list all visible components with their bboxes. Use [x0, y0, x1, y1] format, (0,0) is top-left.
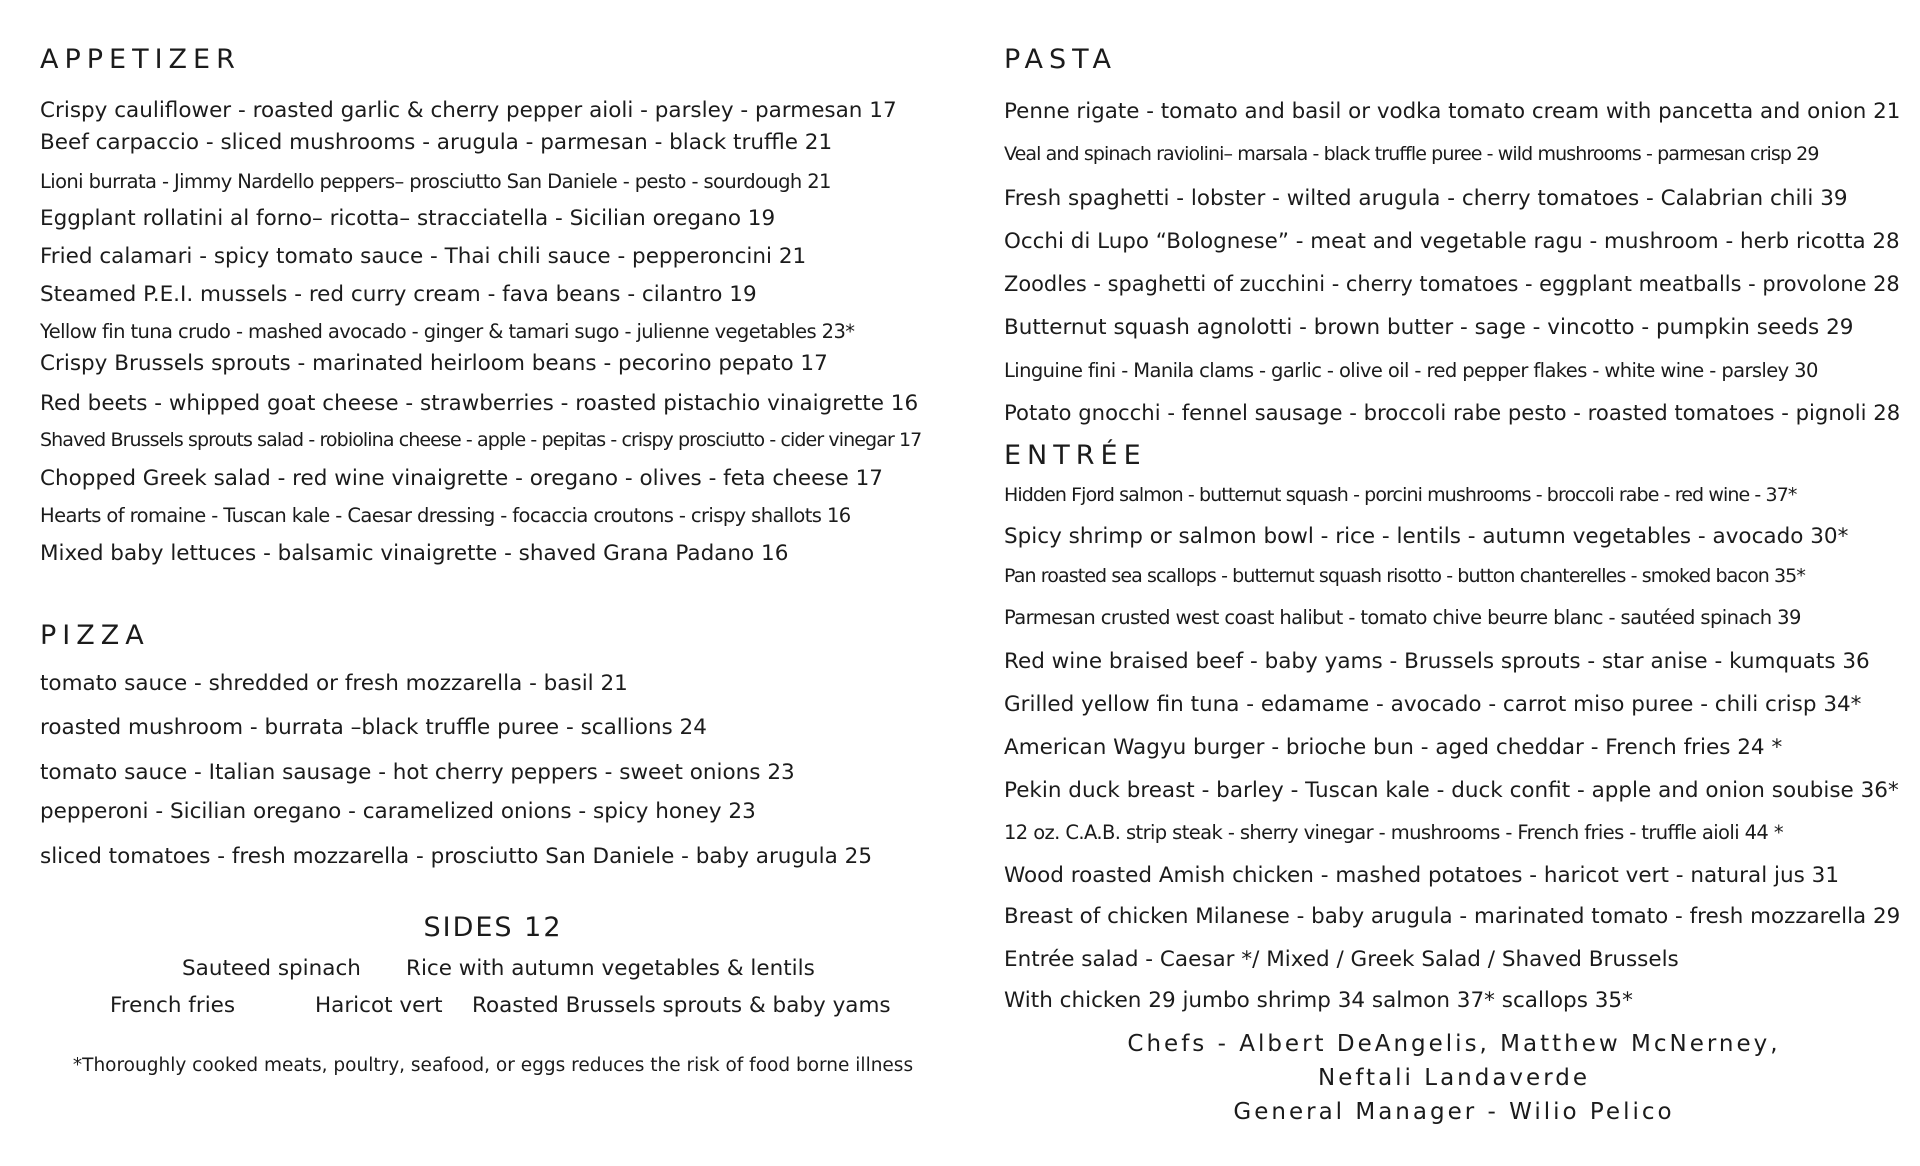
menu-item: Linguine fini - Manila clams - garlic - olive oil - red pepper flakes - white wine - parsley 30	[1004, 359, 1818, 382]
menu-item: Fresh spaghetti - lobster - wilted arugula - cherry tomatoes - Calabrian chili 39	[1004, 186, 1848, 211]
menu-item: Shaved Brussels sprouts salad - robiolina cheese - apple - pepitas - crispy prosciutto - cider vinegar 17	[40, 429, 922, 451]
menu-item: Red wine braised beef - baby yams - Brussels sprouts - star anise - kumquats 36	[1004, 649, 1870, 674]
menu-item: Occhi di Lupo “Bolognese” - meat and vegetable ragu - mushroom - herb ricotta 28	[1004, 229, 1900, 254]
menu-item: Spicy shrimp or salmon bowl - rice - lentils - autumn vegetables - avocado 30*	[1004, 524, 1849, 549]
pizza-heading: PIZZA	[40, 620, 150, 651]
menu-item: Parmesan crusted west coast halibut - tomato chive beurre blanc - sautéed spinach 39	[1004, 606, 1801, 629]
menu-item: Lioni burrata - Jimmy Nardello peppers– prosciutto San Daniele - pesto - sourdough 21	[40, 170, 831, 193]
appetizer-heading: APPETIZER	[40, 44, 241, 75]
menu-item: sliced tomatoes - fresh mozzarella - prosciutto San Daniele - baby arugula 25	[40, 844, 873, 869]
menu-item: Hearts of romaine - Tuscan kale - Caesar dressing - focaccia croutons - crispy shallots 16	[40, 504, 851, 527]
side-item: Haricot vert	[315, 993, 443, 1018]
menu-item: Butternut squash agnolotti - brown butter - sage - vincotto - pumpkin seeds 29	[1004, 315, 1854, 340]
menu-item: pepperoni - Sicilian oregano - caramelized onions - spicy honey 23	[40, 799, 756, 824]
menu-item: tomato sauce - Italian sausage - hot cherry peppers - sweet onions 23	[40, 760, 795, 785]
menu-item: 12 oz. C.A.B. strip steak - sherry vinegar - mushrooms - French fries - truffle aioli 44 *	[1004, 821, 1783, 844]
menu-item: Pekin duck breast - barley - Tuscan kale - duck confit - apple and onion soubise 36*	[1004, 778, 1899, 803]
menu-item: Eggplant rollatini al forno– ricotta– stracciatella - Sicilian oregano 19	[40, 206, 776, 231]
menu-item: American Wagyu burger - brioche bun - aged cheddar - French fries 24 *	[1004, 735, 1783, 760]
entree-heading: ENTRÉE	[1004, 440, 1147, 471]
side-item: Rice with autumn vegetables & lentils	[406, 956, 815, 981]
general-manager-credit: General Manager - Wilio Pelico	[1233, 1099, 1675, 1125]
menu-item: Mixed baby lettuces - balsamic vinaigrette - shaved Grana Padano 16	[40, 541, 789, 566]
menu-item: Entrée salad - Caesar */ Mixed / Greek Salad / Shaved Brussels	[1004, 947, 1679, 972]
menu-item: Chopped Greek salad - red wine vinaigrette - oregano - olives - feta cheese 17	[40, 466, 883, 491]
menu-item: Hidden Fjord salmon - butternut squash - porcini mushrooms - broccoli rabe - red wine - 37*	[1004, 484, 1797, 506]
pasta-heading: PASTA	[1004, 44, 1118, 75]
chefs-credit: Chefs - Albert DeAngelis, Matthew McNerney,	[1127, 1031, 1781, 1057]
side-item: Sauteed spinach	[182, 956, 361, 981]
menu-item: Steamed P.E.I. mussels - red curry cream - fava beans - cilantro 19	[40, 282, 757, 307]
menu-item: Breast of chicken Milanese - baby arugula - marinated tomato - fresh mozzarella 29	[1004, 904, 1901, 929]
menu-item: roasted mushroom - burrata –black truffle puree - scallions 24	[40, 715, 707, 740]
menu-item: Zoodles - spaghetti of zucchini - cherry tomatoes - eggplant meatballs - provolone 28	[1004, 272, 1900, 297]
menu-item: Potato gnocchi - fennel sausage - broccoli rabe pesto - roasted tomatoes - pignoli 28	[1004, 401, 1901, 426]
menu-item: Beef carpaccio - sliced mushrooms - arugula - parmesan - black truffle 21	[40, 130, 833, 155]
menu-item: Penne rigate - tomato and basil or vodka tomato cream with pancetta and onion 21	[1004, 99, 1901, 124]
menu-item: Grilled yellow fin tuna - edamame - avocado - carrot miso puree - chili crisp 34*	[1004, 692, 1862, 717]
menu-item: Red beets - whipped goat cheese - strawberries - roasted pistachio vinaigrette 16	[40, 391, 919, 416]
menu-item: Crispy Brussels sprouts - marinated heirloom beans - pecorino pepato 17	[40, 351, 828, 376]
food-safety-footnote: *Thoroughly cooked meats, poultry, seafood, or eggs reduces the risk of food borne illness	[72, 1055, 914, 1076]
menu-item: Wood roasted Amish chicken - mashed potatoes - haricot vert - natural jus 31	[1004, 863, 1839, 888]
menu-item: Yellow fin tuna crudo - mashed avocado - ginger & tamari sugo - julienne vegetables 23*	[40, 320, 855, 343]
menu-item: Veal and spinach raviolini– marsala - black truffle puree - wild mushrooms - parmesan crisp 29	[1004, 143, 1819, 165]
chefs-credit-continued: Neftali Landaverde	[1318, 1065, 1590, 1091]
side-item: Roasted Brussels sprouts & baby yams	[472, 993, 891, 1018]
entree-add-ons: With chicken 29 jumbo shrimp 34 salmon 37* scallops 35*	[1004, 988, 1633, 1013]
menu-item: Fried calamari - spicy tomato sauce - Thai chili sauce - pepperoncini 21	[40, 244, 807, 269]
menu-item: Pan roasted sea scallops - butternut squash risotto - button chanterelles - smoked bacon 35*	[1004, 565, 1805, 587]
menu-item: tomato sauce - shredded or fresh mozzarella - basil 21	[40, 671, 628, 696]
side-item: French fries	[110, 993, 236, 1018]
menu-item: Crispy cauliflower - roasted garlic & cherry pepper aioli - parsley - parmesan 17	[40, 98, 897, 123]
sides-heading: SIDES 12	[423, 912, 563, 943]
